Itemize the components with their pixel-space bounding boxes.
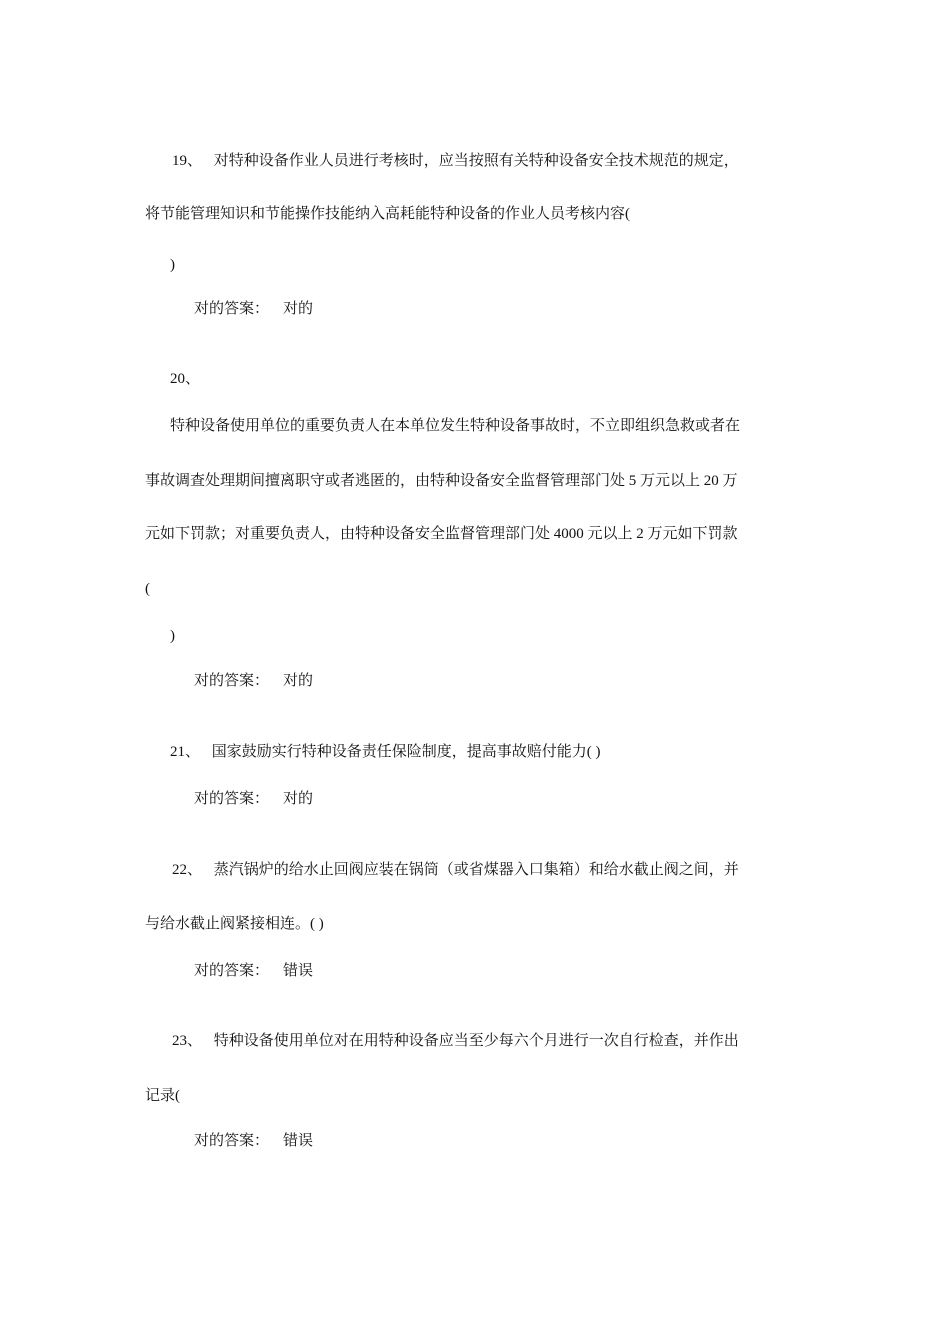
q19-text-line1: 对特种设备作业人员进行考核时，应当按照有关特种设备安全技术规范的规定， <box>213 153 739 169</box>
q20-text-line5: ) <box>170 628 175 644</box>
q21-text-line1: 国家鼓励实行特种设备责任保险制度，提高事故赔付能力( ) <box>211 744 601 760</box>
q22-answer-label: 对的答案： <box>194 963 270 979</box>
q19-answer-value: 对的 <box>283 301 314 317</box>
q20-number: 20、 <box>170 371 201 387</box>
q22-answer-value: 错误 <box>283 963 314 979</box>
q23-text-line1: 特种设备使用单位对在用特种设备应当至少每六个月进行一次自行检查，并作出 <box>213 1033 739 1049</box>
q22-answer <box>194 961 313 981</box>
q20-text-line1: 特种设备使用单位的重要负责人在本单位发生特种设备事故时，不立即组织急救或者在 <box>170 418 741 434</box>
q21-answer-value: 对的 <box>283 791 314 807</box>
q23-answer <box>194 1131 313 1151</box>
q22-number: 22、 <box>172 862 203 878</box>
q19-text-line3: ) <box>170 257 175 273</box>
q19-number: 19、 <box>172 153 203 169</box>
q19-line1 <box>172 151 739 171</box>
q23-text-line2: 记录( <box>145 1088 180 1104</box>
q20-answer <box>194 671 313 691</box>
q22-text-line2: 与给水截止阀紧接相连。( ) <box>145 916 324 932</box>
q19-answer-label: 对的答案： <box>194 301 270 317</box>
q23-answer-label: 对的答案： <box>194 1133 270 1149</box>
q23-number: 23、 <box>172 1033 203 1049</box>
q20-answer-label: 对的答案： <box>194 673 270 689</box>
q21-line1 <box>170 742 601 762</box>
q21-number: 21、 <box>170 744 201 760</box>
q23-answer-value: 错误 <box>283 1133 314 1149</box>
q20-answer-value: 对的 <box>283 673 314 689</box>
q22-line1 <box>172 860 739 880</box>
q22-text-line1: 蒸汽锅炉的给水止回阀应装在锅筒（或省煤器入口集箱）和给水截止阀之间，并 <box>213 862 739 878</box>
q19-answer <box>194 299 313 319</box>
q20-text-line3: 元如下罚款；对重要负责人，由特种设备安全监督管理部门处 4000 元以上 2 万元如下罚款 <box>145 526 738 542</box>
q21-answer-label: 对的答案： <box>194 791 270 807</box>
q23-line1 <box>172 1031 739 1051</box>
q20-text-line4: ( <box>145 581 150 597</box>
q19-text-line2: 将节能管理知识和节能操作技能纳入高耗能特种设备的作业人员考核内容( <box>145 206 630 222</box>
q21-answer <box>194 789 313 809</box>
q20-text-line2: 事故调查处理期间擅离职守或者逃匿的，由特种设备安全监督管理部门处 5 万元以上 20 万 <box>145 473 738 489</box>
